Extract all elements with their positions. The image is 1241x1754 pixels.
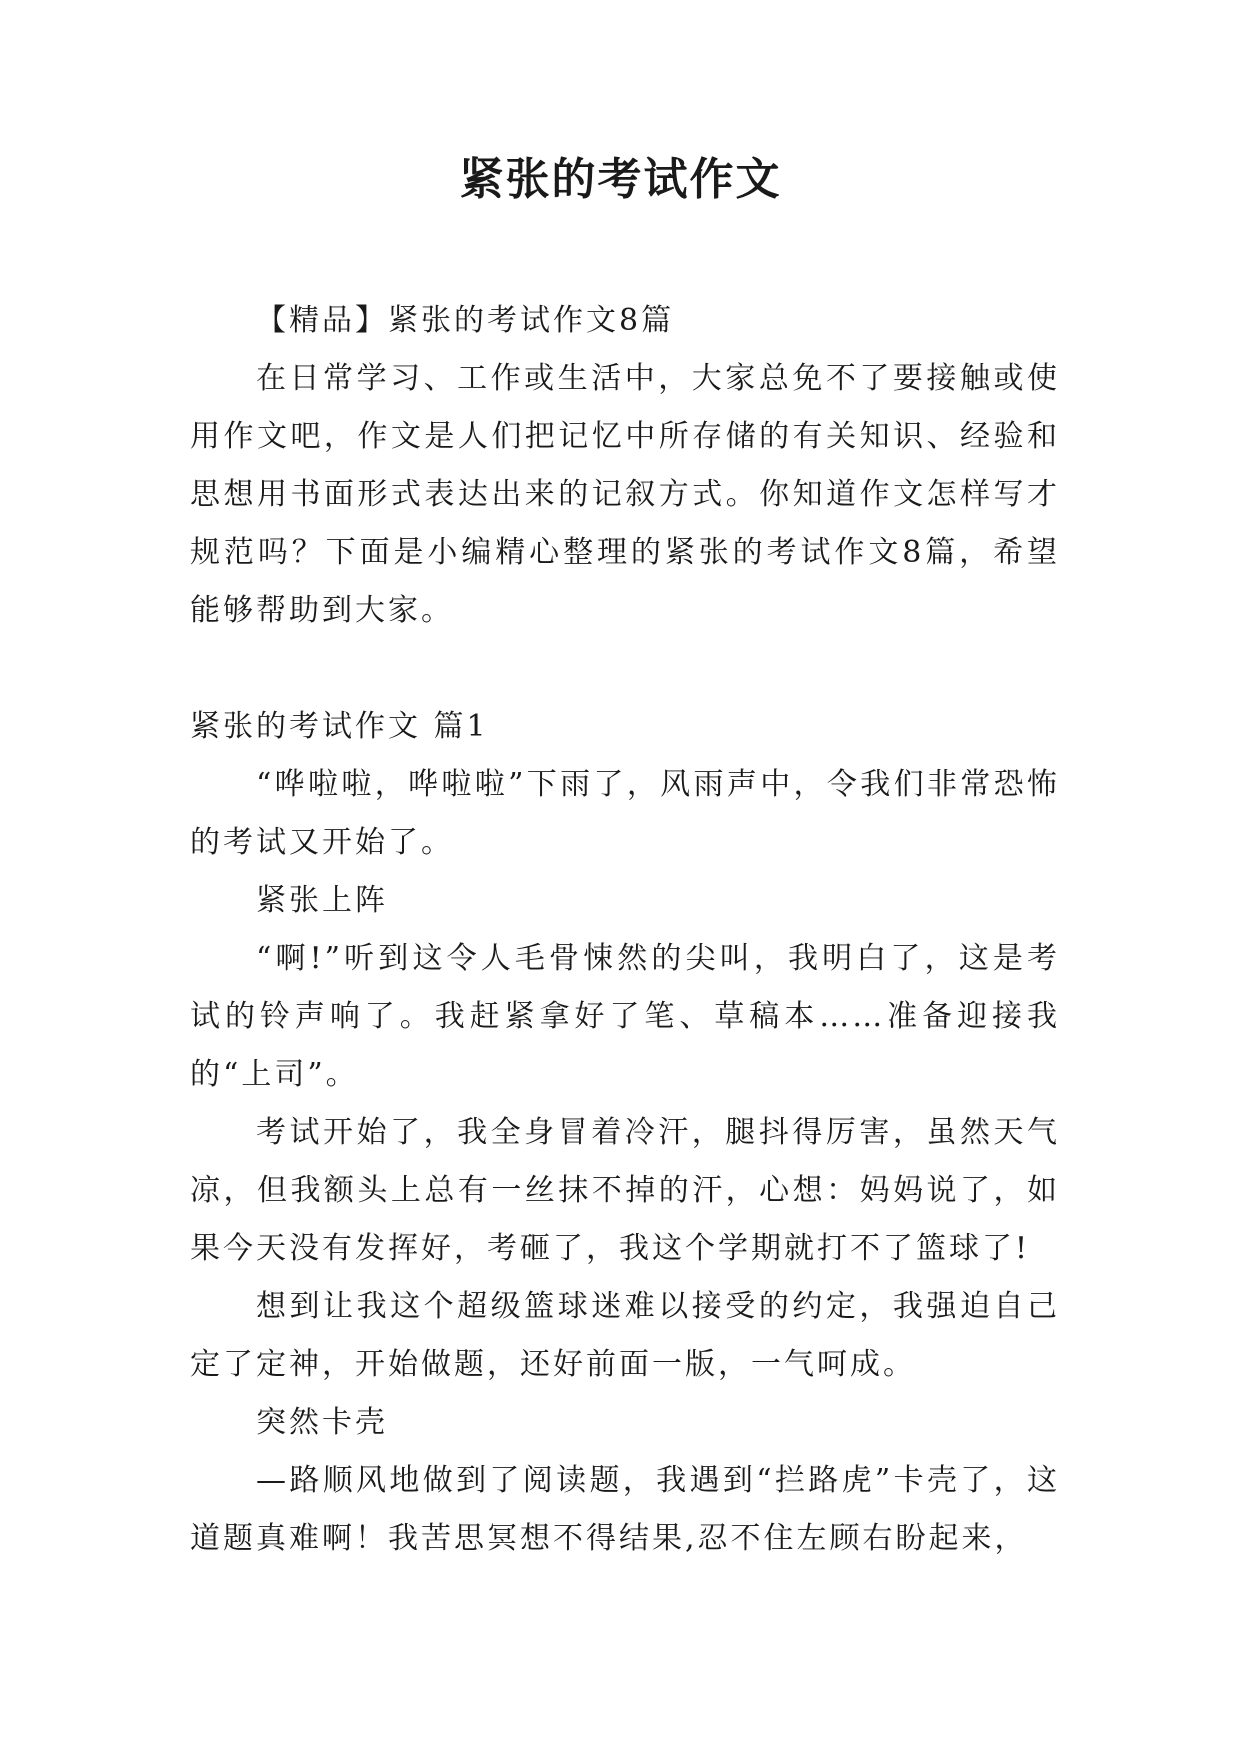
- subheading: 紧张上阵: [256, 883, 388, 918]
- section-heading: 紧张的考试作文 篇1: [190, 709, 489, 744]
- page-title: 紧张的考试作文: [459, 154, 782, 205]
- paragraph: “哗啦啦，哗啦啦”下雨了，风雨声中，令我们非常恐怖的考试又开始了。: [190, 767, 1060, 860]
- paragraph: 想到让我这个超级篮球迷难以接受的约定，我强迫自己定了定神，开始做题，还好前面一版，一气呵成。: [190, 1289, 1060, 1382]
- document-subtitle: 【精品】紧张的考试作文8篇: [256, 303, 675, 338]
- paragraph: “啊!”听到这令人毛骨悚然的尖叫，我明白了，这是考试的铃声响了。我赶紧拿好了笔、草稿本……准备迎接我的“上司”。: [190, 941, 1060, 1092]
- intro-paragraph: 在日常学习、工作或生活中，大家总免不了要接触或使用作文吧，作文是人们把记忆中所存储的有关知识、经验和思想用书面形式表达出来的记叙方式。你知道作文怎样写才规范吗？下面是小编精心整理的紧张的考试作文8篇，希望能够帮助到大家。: [190, 361, 1060, 628]
- subheading: 突然卡壳: [256, 1405, 388, 1440]
- paragraph: —路顺风地做到了阅读题，我遇到“拦路虎”卡壳了，这道题真难啊！我苦思冥想不得结果,忍不住左顾右盼起来，: [190, 1463, 1060, 1556]
- paragraph: 考试开始了，我全身冒着冷汗，腿抖得厉害，虽然天气凉，但我额头上总有一丝抹不掉的汗，心想：妈妈说了，如果今天没有发挥好，考砸了，我这个学期就打不了篮球了!: [190, 1115, 1060, 1266]
- document-body: [190, 292, 1060, 1568]
- section-spacer: [190, 640, 1060, 698]
